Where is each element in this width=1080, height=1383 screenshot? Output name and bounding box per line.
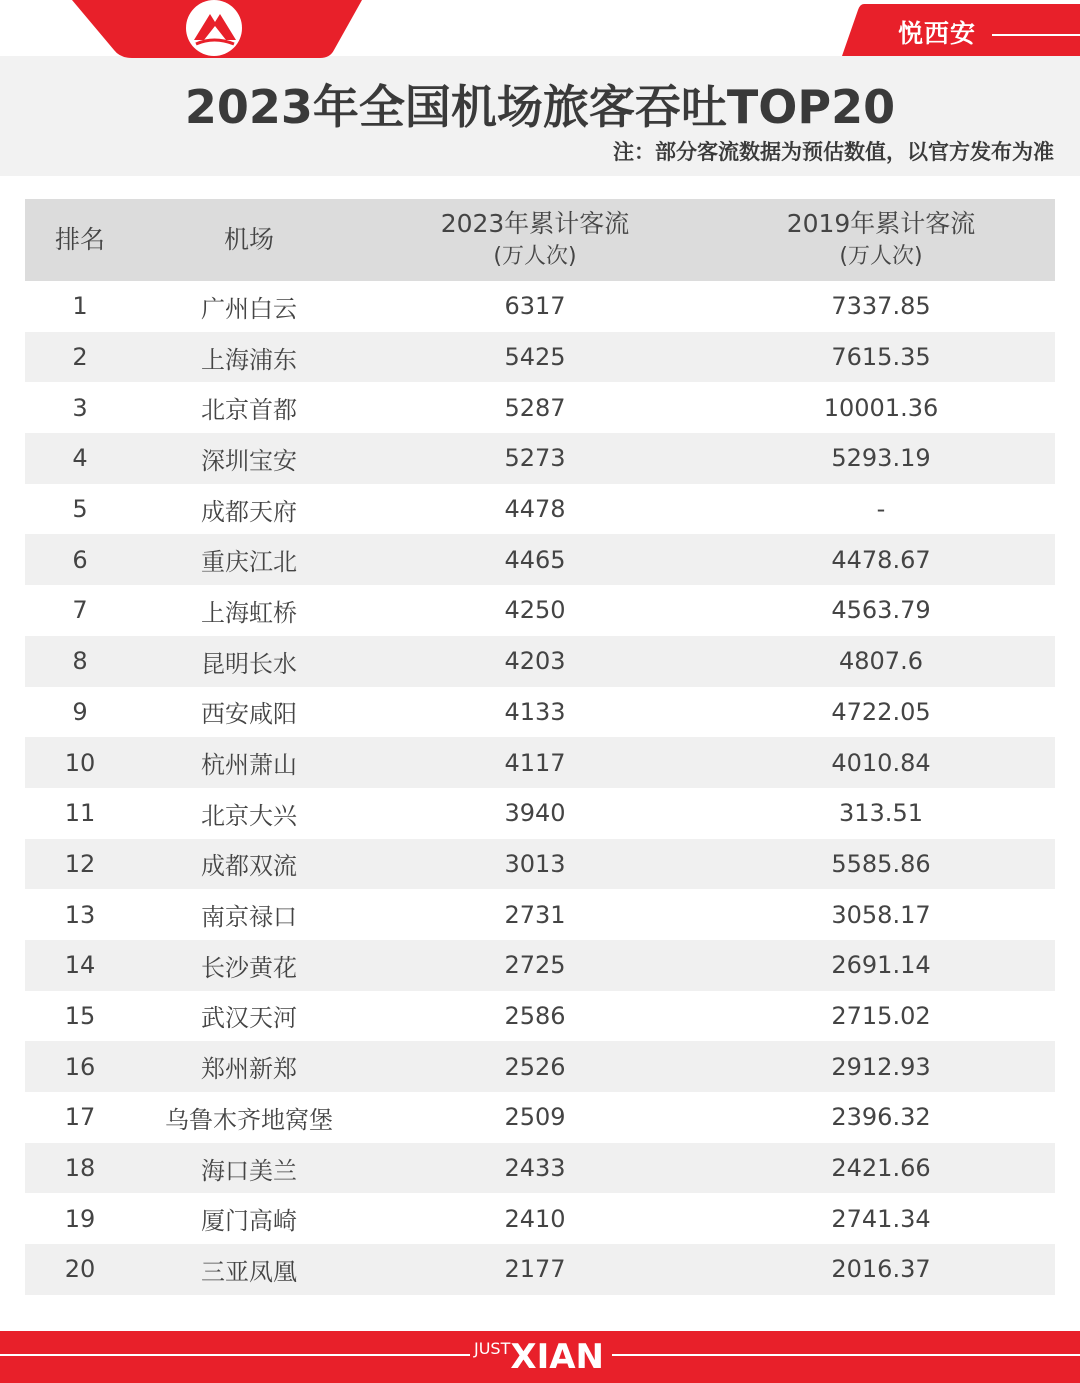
header [0, 0, 1080, 176]
cell-2023: 2731 [504, 900, 566, 929]
cell-2019: 3058.17 [831, 900, 931, 929]
cell-2019: 2691.14 [831, 951, 931, 980]
cell-2023: 4117 [504, 748, 566, 777]
cell-2019: 4010.84 [831, 748, 931, 777]
cell-rank: 16 [64, 1052, 96, 1081]
cell-2023: 4133 [504, 697, 566, 726]
header-2019 [707, 199, 1055, 281]
header-2023-unit: (万人次) [493, 244, 577, 269]
cell-airport: 厦门高崎 [201, 1207, 297, 1236]
cell-airport: 成都天府 [201, 497, 297, 526]
table-row [25, 839, 1055, 890]
cell-2023: 2725 [504, 951, 566, 980]
cell-rank: 19 [64, 1204, 96, 1233]
cell-airport: 长沙黄花 [201, 953, 297, 982]
cell-rank: 10 [64, 748, 96, 777]
cell-2019: 7337.85 [831, 292, 931, 321]
cell-airport: 郑州新郑 [201, 1055, 297, 1084]
cell-2019: 2421.66 [831, 1154, 931, 1183]
table-row [25, 889, 1055, 940]
cell-2019: 2396.32 [831, 1103, 931, 1132]
footer-line-right [612, 1354, 1080, 1356]
header-rank: 排名 [54, 225, 105, 254]
cell-2019: 4478.67 [831, 545, 931, 574]
header-2019-unit: (万人次) [839, 244, 923, 269]
table-row [25, 1244, 1055, 1295]
cell-airport: 杭州萧山 [201, 751, 297, 780]
cell-airport: 海口美兰 [201, 1156, 297, 1185]
data-note: 注：部分客流数据为预估数值，以官方发布为准 [613, 140, 1054, 164]
header-2023 [363, 199, 707, 281]
table-row [25, 991, 1055, 1042]
cell-rank: 18 [64, 1154, 96, 1183]
page-title: 2023年全国机场旅客吞吐TOP20 [184, 80, 896, 134]
table-row [25, 281, 1055, 332]
cell-rank: 7 [72, 596, 88, 625]
cell-2023: 5273 [504, 444, 566, 473]
cell-2023: 2177 [504, 1255, 566, 1284]
table-row [25, 484, 1055, 535]
cell-rank: 15 [64, 1001, 96, 1030]
cell-2019: 2741.34 [831, 1204, 931, 1233]
brand-name: 悦西安 [898, 19, 977, 48]
cell-2023: 6317 [504, 292, 566, 321]
table-row [25, 1193, 1055, 1244]
cell-rank: 12 [64, 849, 96, 878]
cell-rank: 6 [72, 545, 88, 574]
cell-airport: 深圳宝安 [201, 446, 297, 475]
cell-rank: 2 [72, 343, 88, 372]
cell-2023: 4478 [504, 495, 566, 524]
cell-2019: 4722.05 [831, 697, 931, 726]
cell-rank: 17 [64, 1103, 96, 1132]
cell-airport: 西安咸阳 [201, 700, 297, 729]
footer-logo [474, 1335, 614, 1379]
table-row [25, 534, 1055, 585]
table-row [25, 1092, 1055, 1143]
cell-2023: 2526 [504, 1052, 566, 1081]
cell-rank: 3 [72, 393, 88, 422]
cell-rank: 14 [64, 951, 96, 980]
cell-rank: 20 [64, 1255, 96, 1284]
logo-tab [72, 0, 362, 58]
header-2019-title: 2019年累计客流 [786, 209, 976, 238]
cell-rank: 1 [72, 292, 88, 321]
cell-2023: 4203 [504, 647, 566, 676]
cell-airport: 三亚凤凰 [201, 1257, 297, 1286]
cell-airport: 乌鲁木齐地窝堡 [165, 1105, 333, 1134]
cell-rank: 9 [72, 697, 88, 726]
mountain-logo-icon [186, 0, 242, 56]
cell-airport: 重庆江北 [201, 548, 297, 577]
table-row [25, 737, 1055, 788]
footer-logo-small: JUST [474, 1339, 511, 1358]
cell-2023: 2433 [504, 1154, 566, 1183]
cell-2019: 2715.02 [831, 1001, 931, 1030]
cell-2023: 5425 [504, 343, 566, 372]
cell-2019: - [876, 495, 886, 524]
table-row [25, 433, 1055, 484]
cell-2019: 4807.6 [839, 647, 923, 676]
table-row [25, 332, 1055, 383]
cell-airport: 武汉天河 [201, 1004, 297, 1033]
table-row [25, 940, 1055, 991]
cell-airport: 北京首都 [201, 396, 297, 425]
header-airport: 机场 [223, 225, 274, 254]
footer [0, 1331, 1080, 1383]
cell-2023: 2509 [504, 1103, 566, 1132]
table-header [25, 199, 1055, 281]
cell-2023: 3940 [504, 799, 566, 828]
cell-2023: 4465 [504, 545, 566, 574]
table-row [25, 687, 1055, 738]
cell-2019: 2912.93 [831, 1052, 931, 1081]
table-row [25, 585, 1055, 636]
cell-rank: 11 [64, 799, 96, 828]
cell-rank: 5 [72, 495, 88, 524]
table-row [25, 636, 1055, 687]
ranking-table [25, 199, 1055, 1295]
cell-airport: 上海虹桥 [201, 598, 297, 627]
cell-airport: 成都双流 [201, 852, 297, 881]
cell-2023: 2586 [504, 1001, 566, 1030]
cell-2023: 3013 [504, 849, 566, 878]
table-row [25, 1143, 1055, 1194]
cell-2019: 10001.36 [823, 393, 939, 422]
cell-rank: 8 [72, 647, 88, 676]
cell-rank: 13 [64, 900, 96, 929]
cell-2019: 5293.19 [831, 444, 931, 473]
table-body [25, 281, 1055, 1295]
brand-divider [992, 34, 1080, 36]
header-2023-title: 2023年累计客流 [440, 209, 630, 238]
cell-2019: 4563.79 [831, 596, 931, 625]
cell-2023: 4250 [504, 596, 566, 625]
cell-2019: 2016.37 [831, 1255, 931, 1284]
cell-airport: 北京大兴 [201, 801, 297, 830]
footer-logo-big: XIAN [510, 1337, 604, 1377]
cell-airport: 广州白云 [201, 294, 297, 323]
cell-2019: 5585.86 [831, 849, 931, 878]
table-row [25, 1041, 1055, 1092]
cell-2023: 5287 [504, 393, 566, 422]
cell-airport: 上海浦东 [201, 345, 297, 374]
table-row [25, 788, 1055, 839]
footer-line-left [0, 1354, 470, 1356]
cell-airport: 南京禄口 [201, 903, 297, 932]
cell-airport: 昆明长水 [201, 649, 297, 678]
cell-rank: 4 [72, 444, 88, 473]
cell-2023: 2410 [504, 1204, 566, 1233]
table-row [25, 382, 1055, 433]
cell-2019: 7615.35 [831, 343, 931, 372]
cell-2019: 313.51 [839, 799, 923, 828]
